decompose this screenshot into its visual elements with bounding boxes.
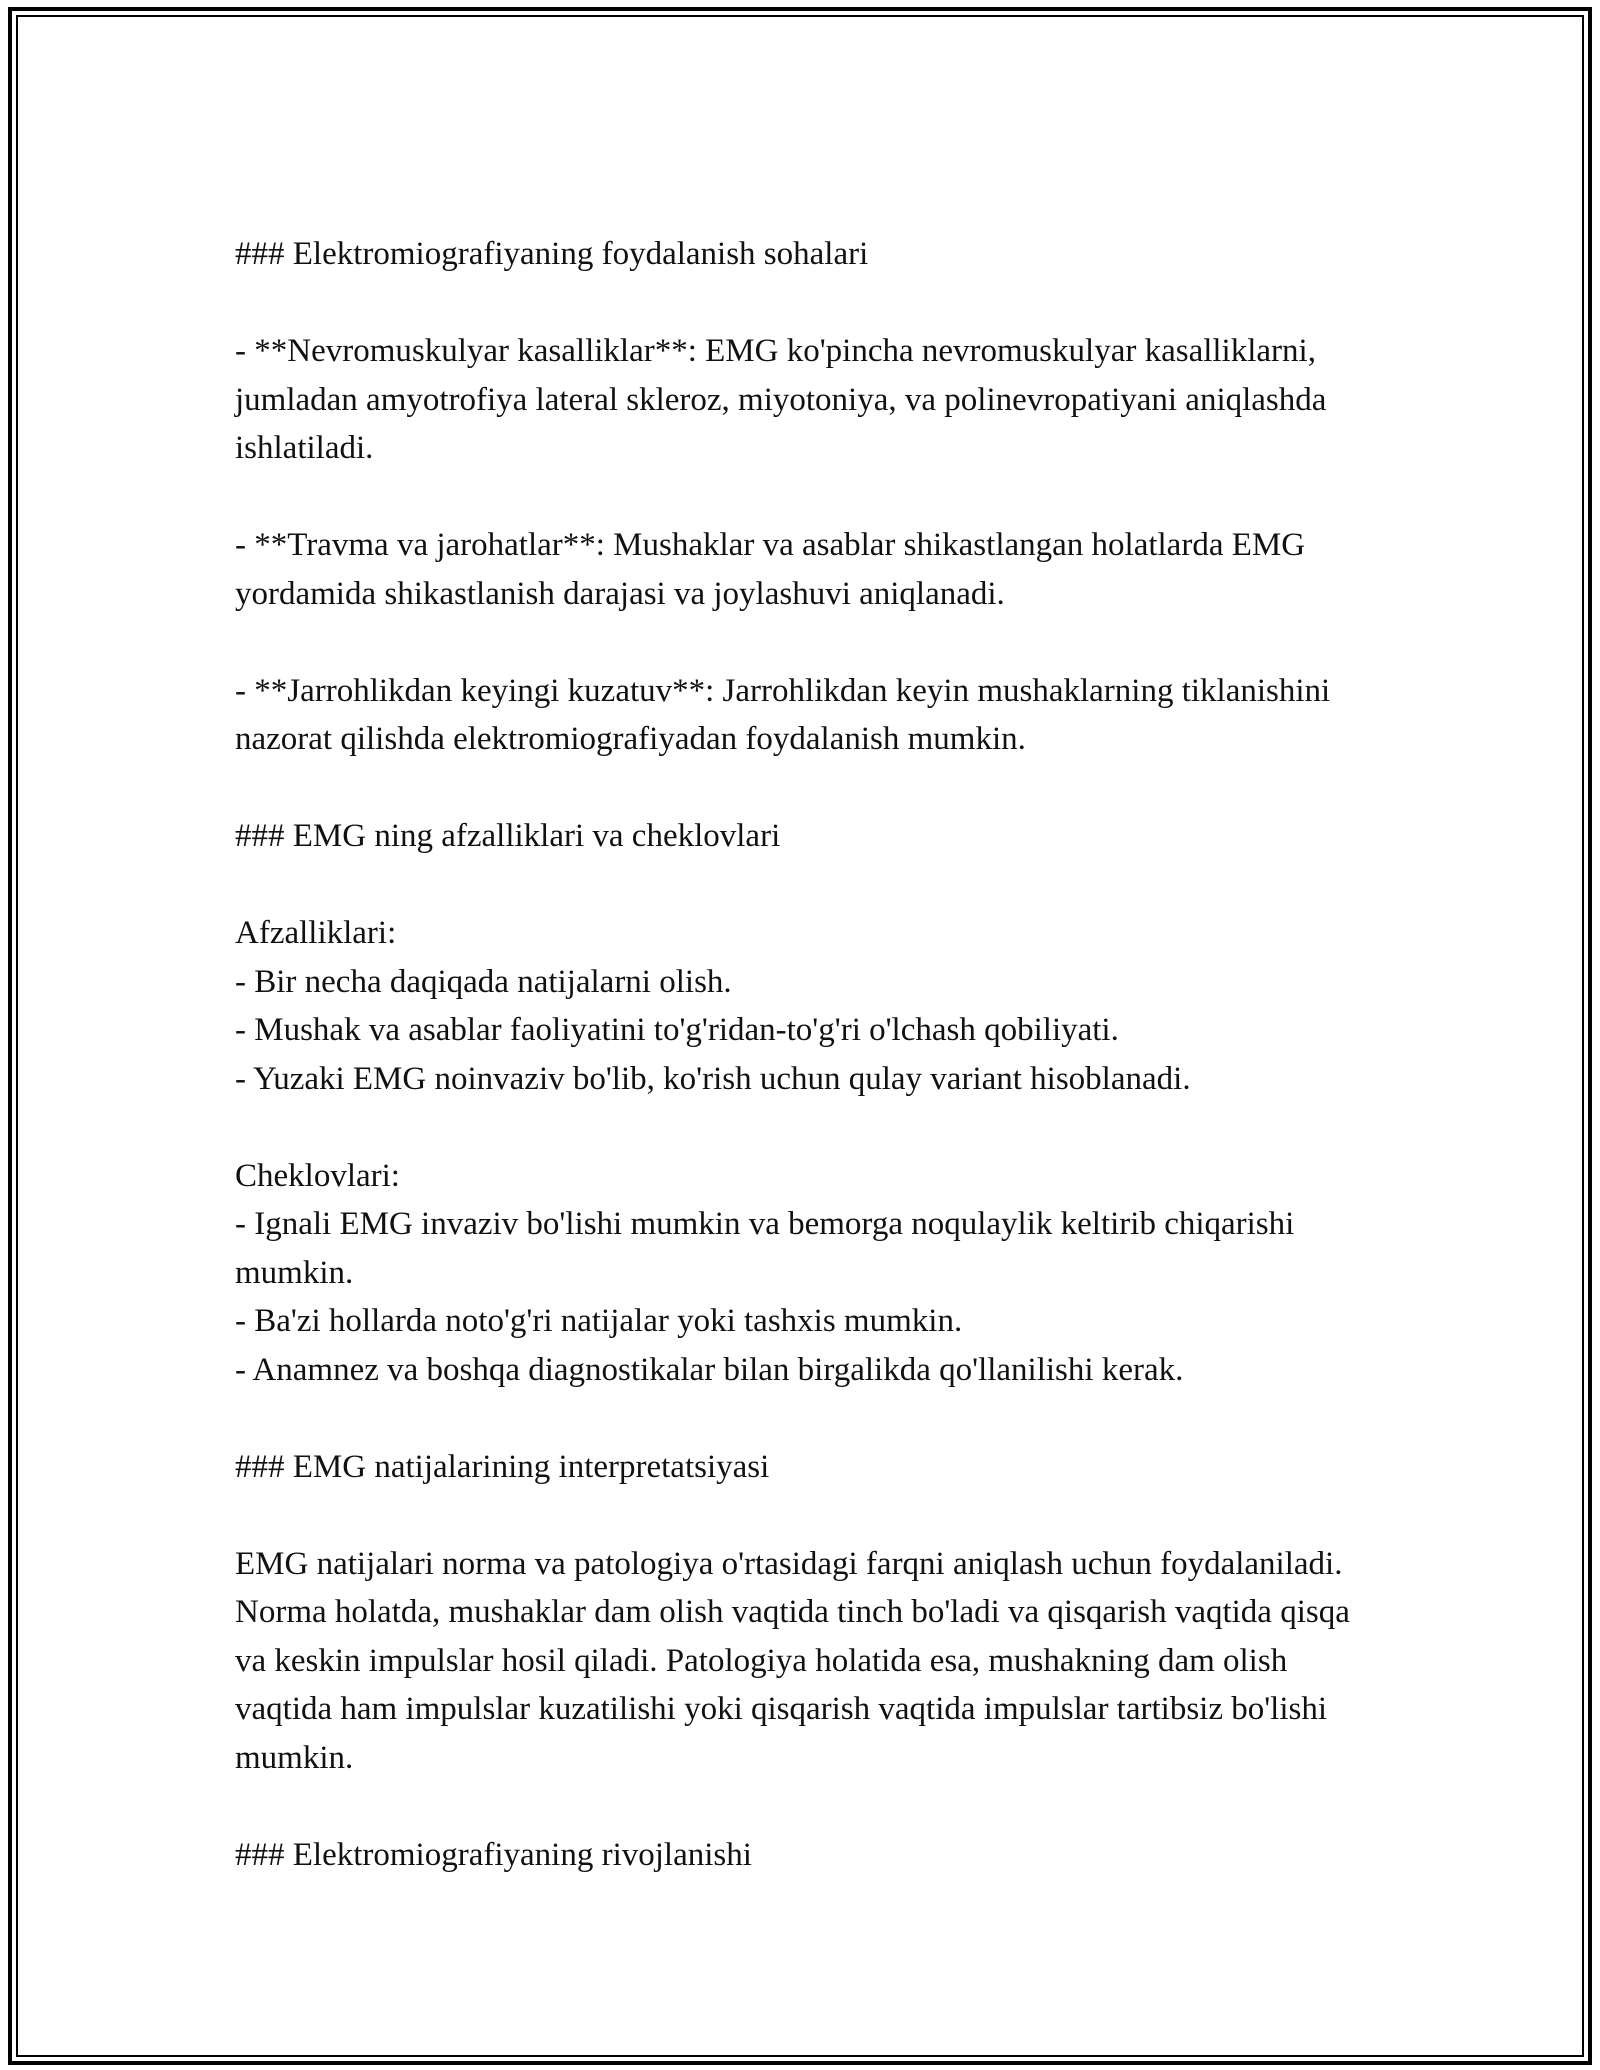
advantage-item: - Bir necha daqiqada natijalarni olish. <box>235 963 732 1000</box>
section-heading-interpretation: ### EMG natijalarining interpretatsiyasi <box>235 1448 770 1485</box>
bullet-postop: - **Jarrohlikdan keyingi kuzatuv**: Jarrohlikdan keyin mushaklarning tiklanishini nazorat qilishda elektromiografiyadan foydalanish mumkin. <box>235 672 1339 757</box>
bullet-trauma: - **Travma va jarohatlar**: Mushaklar va asablar shikastlangan holatlarda EMG yordamida shikastlanish darajasi va joylashuvi aniqlanadi. <box>235 527 1314 612</box>
limitation-item: - Ba'zi hollarda noto'g'ri natijalar yoki tashxis mumkin. <box>235 1303 963 1339</box>
limitation-item: - Ignali EMG invaziv bo'lishi mumkin va bemorga noqulaylik keltirib chiqarishi mumkin. <box>235 1206 1303 1291</box>
spacer <box>235 764 1365 813</box>
advantages-label: Afzalliklari: <box>235 915 397 951</box>
advantage-item: - Yuzaki EMG noinvaziv bo'lib, ko'rish uchun qulay variant hisoblanadi. <box>235 1060 1191 1097</box>
spacer <box>235 279 1365 328</box>
section-heading-pros-cons: ### EMG ning afzalliklari va cheklovlari <box>235 818 781 854</box>
bullet-neuromuscular: - **Nevromuskulyar kasalliklar**: EMG ko'pincha nevromuskulyar kasalliklarni, jumladan amyotrofiya lateral skleroz, miyotoniya, va polinevropatiyani aniqlashda ishlatiladi. <box>235 333 1335 466</box>
spacer <box>235 473 1365 522</box>
spacer <box>235 1782 1365 1831</box>
limitations-label: Cheklovlari: <box>235 1157 400 1194</box>
spacer <box>235 1491 1365 1540</box>
document-body <box>235 230 1365 1879</box>
spacer <box>235 1394 1365 1443</box>
spacer <box>235 1103 1365 1152</box>
interpretation-paragraph: EMG natijalari norma va patologiya o'rtasidagi farqni aniqlash uchun foydalaniladi. Norma holatda, mushaklar dam olish vaqtida tinch bo'ladi va qisqarish vaqtida qisqa va keskin impulslar hosil qiladi. Patologiya holatida esa, mushakning dam olish vaqtida ham impulslar kuzatilishi yoki qisqarish vaqtida impulslar tartibsiz bo'lishi mumkin. <box>235 1545 1359 1776</box>
limitation-item: - Anamnez va boshqa diagnostikalar bilan birgalikda qo'llanilishi kerak. <box>235 1351 1184 1388</box>
spacer <box>235 618 1365 667</box>
advantage-item: - Mushak va asablar faoliyatini to'g'ridan-to'g'ri o'lchash qobiliyati. <box>235 1012 1119 1048</box>
section-heading-development: ### Elektromiografiyaning rivojlanishi <box>235 1836 752 1873</box>
section-heading-areas: ### Elektromiografiyaning foydalanish sohalari <box>235 236 869 272</box>
spacer <box>235 861 1365 910</box>
